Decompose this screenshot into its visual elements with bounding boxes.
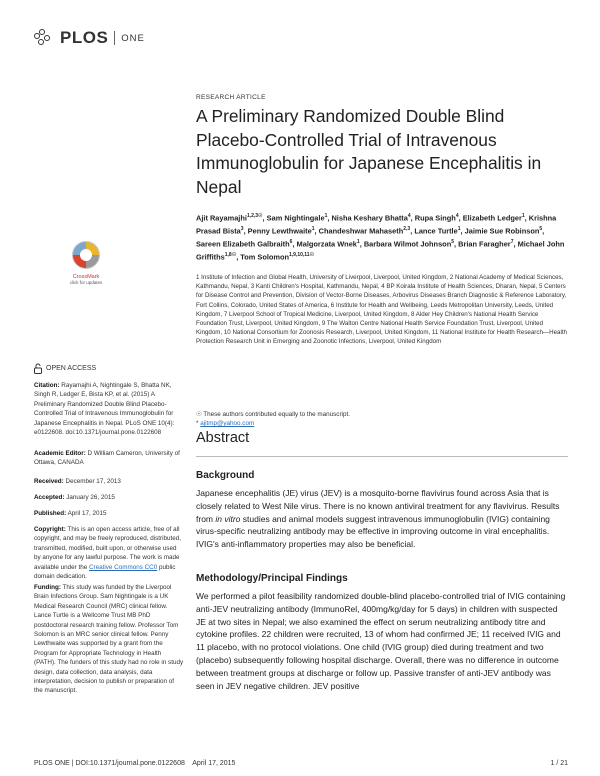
published-text: April 17, 2015 xyxy=(67,510,107,517)
editor-block xyxy=(34,449,184,468)
author-name: Lance Turtle xyxy=(414,226,458,236)
footer-citation: PLOS ONE | DOI:10.1371/journal.pone.0122608 April 17, 2015 xyxy=(34,760,236,767)
crossmark-sublabel: click for updates xyxy=(69,280,103,285)
author-affiliation-sup: 1 xyxy=(311,226,315,233)
crossmark-icon xyxy=(71,240,101,270)
author-affiliation-sup: 6 xyxy=(289,239,293,246)
author-name: Sareen Elizabeth Galbraith xyxy=(196,239,290,249)
email-note xyxy=(196,419,568,428)
author-affiliation-sup: 5 xyxy=(451,239,454,246)
published-block xyxy=(34,509,184,518)
author-name: Rupa Singh xyxy=(414,213,456,223)
author-affiliation-sup: 3 xyxy=(240,226,244,233)
author-name: Krishna Prasad Bista xyxy=(196,213,557,236)
author-affiliation-sup: 4 xyxy=(407,213,411,219)
funding-block xyxy=(34,583,184,696)
article-title: A Preliminary Randomized Double Blind Placebo-Controlled Trial of Intravenous Immunoglobulin for Japanese Encephalitis in Nepal xyxy=(196,106,542,197)
open-access-label: OPEN ACCESS xyxy=(46,365,97,372)
author-name: Jaimie Sue Robinson xyxy=(464,226,540,236)
author-name: Nisha Keshary Bhatta xyxy=(331,213,408,223)
page-footer xyxy=(34,760,568,767)
funding-label: Funding: xyxy=(34,584,61,591)
author-email-link[interactable]: ajitmp@yahoo.com xyxy=(200,420,255,428)
author-name: Michael John Griffiths xyxy=(196,239,565,262)
received-text: December 17, 2013 xyxy=(65,478,121,485)
copyright-block xyxy=(34,525,184,581)
page-number: 1 / 21 xyxy=(550,760,568,767)
author-affiliation-sup: 1 xyxy=(457,226,461,233)
author-affiliation-sup: 1,9,10,11☉ xyxy=(289,252,315,259)
editor-label: Academic Editor: xyxy=(34,450,86,457)
crossmark-badge[interactable] xyxy=(66,240,106,285)
citation-label: Citation: xyxy=(34,382,60,389)
author-affiliation-sup: 7 xyxy=(510,239,514,246)
crossmark-label: CrossMark xyxy=(72,274,100,280)
equal-contribution-note xyxy=(196,410,568,419)
abstract-heading: Abstract xyxy=(196,430,250,446)
author-list: Ajit Rayamajhi$^{1,2,3☉}$, Sam Nightingale$^1$, Nisha Keshary Bhatta$^4$, Rupa Singh$^4$, Elizabeth Ledger$^1$, Krishna Prasad Bista$^3$, Penny Lewthwaite$^1$, Chandeshwar Mahaseth$^{2,3}$, Lance Turtle$^1$, Jaimie Sue Robinson$^5$, Sareen Elizabeth Galbraith$^6$, Malgorzata Wnek$^1$, Barbara Wilmot Johnson$^5$, Brian Faragher$^7$, Michael John Griffiths$^{1,8☉}$, Tom Solomon$^{1,9,10,11☉}$ xyxy=(196,213,565,262)
author-name: Penny Lewthwaite xyxy=(247,226,312,236)
open-lock-icon xyxy=(34,363,42,374)
author-name: Barbara Wilmot Johnson xyxy=(363,239,452,249)
methods-text: We performed a pilot feasibility randomized double-blind placebo-controlled trial of IVIG containing anti-JEV neutralizing antibody (ImmunoRel, 400mg/kg/day for 5 days) in children with suspected JE at two sites in Nepal; we also examined the effect on serum neutralizing antibody titre and cytokine profiles. 22 children were recruited, 13 of whom had confirmed JE; 11 received IVIG and 11 placebo, with no protocol violations. One child (IVIG group) died during treatment and two (placebo) subsequently following hospital discharge. Overall, there was no difference in outcome between treatment groups at discharge or follow up. Passive transfer of anti-JEV antibody was seen in JEV negative children. JEV positive xyxy=(196,591,566,691)
copyright-text: This is an open access article, free of all copyright, and may be freely reproduced, distributed, transmitted, modified, built upon, or otherwise used by anyone for any lawful purpose. The work is made available under the xyxy=(34,526,182,571)
accepted-block xyxy=(34,493,184,502)
author-name: Sam Nightingale xyxy=(266,213,325,223)
author-affiliation-sup: 1 xyxy=(521,213,525,219)
logo-brand: PLOS xyxy=(60,28,109,47)
asterisk-icon: * xyxy=(196,420,201,428)
logo-journal: ONE xyxy=(121,32,145,44)
funding-text: This study was funded by the Liverpool Brain Infections Group. Sam Nightingale is a UK Medical Research Council (MRC) clinical fellow. Lance Turtle is a Wellcome Trust MB PhD postdoctoral research training fellow. Professor Tom Solomon is an MRC senior clinical fellow. Penny Lewthwaite was supported by a grant from the Program for Appropriate Technology in Health (PATH). The funders of this study had no role in study design, data collection, data analysis, data interpretation, decision to publish or preparation of the manuscript. xyxy=(34,584,184,695)
author-affiliation-sup: 1 xyxy=(324,213,328,219)
author-name: Malgorzata Wnek xyxy=(296,239,357,249)
equal-contribution-text: These authors contributed equally to the manuscript. xyxy=(203,411,350,418)
equal-contribution-icon: ☉ xyxy=(196,411,204,418)
accepted-text: January 26, 2015 xyxy=(66,494,115,501)
author-notes xyxy=(196,410,568,429)
author-affiliation-sup: 5 xyxy=(539,226,543,233)
received-label: Received: xyxy=(34,478,64,485)
plos-dots-icon xyxy=(34,29,56,47)
author-affiliation-sup: 2,3 xyxy=(403,226,411,233)
accepted-label: Accepted: xyxy=(34,494,65,501)
author-name: Tom Solomon xyxy=(240,252,290,262)
author-affiliation-sup: 1,8☉ xyxy=(224,252,237,259)
received-block xyxy=(34,477,184,486)
author-name: Chandeshwar Mahaseth xyxy=(318,226,404,236)
citation-block xyxy=(34,381,184,437)
author-name: Ajit Rayamajhi xyxy=(196,213,247,223)
citation-text: Rayamajhi A, Nightingale S, Bhatta NK, Singh R, Ledger E, Bista KP, et al. (2015) A Preliminary Randomized Double Blind Placebo-Controlled Trial of Intravenous Immunoglobulin for Japanese Encephalitis in Nepal. PLoS ONE 10(4): e0122608. doi:10.1371/journal.pone.0122608 xyxy=(34,382,175,437)
background-heading: Background xyxy=(196,470,255,481)
affiliations: 1 Institute of Infection and Global Health, University of Liverpool, Liverpool, United Kingdom, 2 National Academy of Medical Sciences, Kathmandu, Nepal, 3 Kanti Children's Hospital, Kathmandu, Nepal, 4 BP Koirala Institute of Health Sciences, Dharan, Nepal, 5 Centers for Disease Control and Prevention, Division of Vector-Borne Diseases, Arbovirus Diseases Branch Diagnostic & Reference Laboratory, Fort Collins, Colorado, United States of America, 6 Institute for Health and Wellbeing, Leeds Metropolitan University, Leeds, United Kingdom, 7 Liverpool School of Tropical Medicine, Liverpool, United Kingdom, 8 Alder Hey Children's National Health Service Foundation Trust, Liverpool, United Kingdom, 9 The Walton Centre National Health Service Foundation Trust, Liverpool, United Kingdom, 10 National Consortium for Zoonosis Research, Liverpool, United Kingdom, 11 National Institute for Health Research—Health Protection Research Unit in Emerging and Zoonotic Infections, Liverpool, United Kingdom xyxy=(196,274,567,346)
copyright-label: Copyright: xyxy=(34,526,66,533)
author-affiliation-sup: 1,2,3☉ xyxy=(246,213,263,219)
open-access-badge xyxy=(34,363,96,374)
article-type: RESEARCH ARTICLE xyxy=(196,94,266,101)
author-affiliation-sup: 1 xyxy=(356,239,360,246)
copyright-end: public domain dedication. xyxy=(34,563,176,581)
author-affiliation-sup: 4 xyxy=(455,213,459,219)
editor-text: D William Cameron, University of Ottawa, CANADA xyxy=(34,450,180,467)
creative-commons-link[interactable]: Creative Commons CC0 xyxy=(88,563,158,571)
author-name: Elizabeth Ledger xyxy=(462,213,522,223)
plos-one-logo xyxy=(34,28,145,48)
published-label: Published: xyxy=(34,510,67,517)
abstract-divider xyxy=(196,456,568,457)
background-text: Japanese encephalitis (JE) virus (JEV) is a mosquito-borne flavivirus found across Asia that is closely related to West Nile virus. There is no known antiviral treatment for any flavivirus. Results from in vitro studies and animal models suggest intravenous immunoglobulin (IVIG) containing virus-specific neutralizing antibody may be effective in improving outcome in viral encephalitis. IVIG's anti-inflammatory properties may also be beneficial. xyxy=(196,488,560,550)
methods-heading: Methodology/Principal Findings xyxy=(196,573,348,584)
author-name: Brian Faragher xyxy=(458,239,511,249)
